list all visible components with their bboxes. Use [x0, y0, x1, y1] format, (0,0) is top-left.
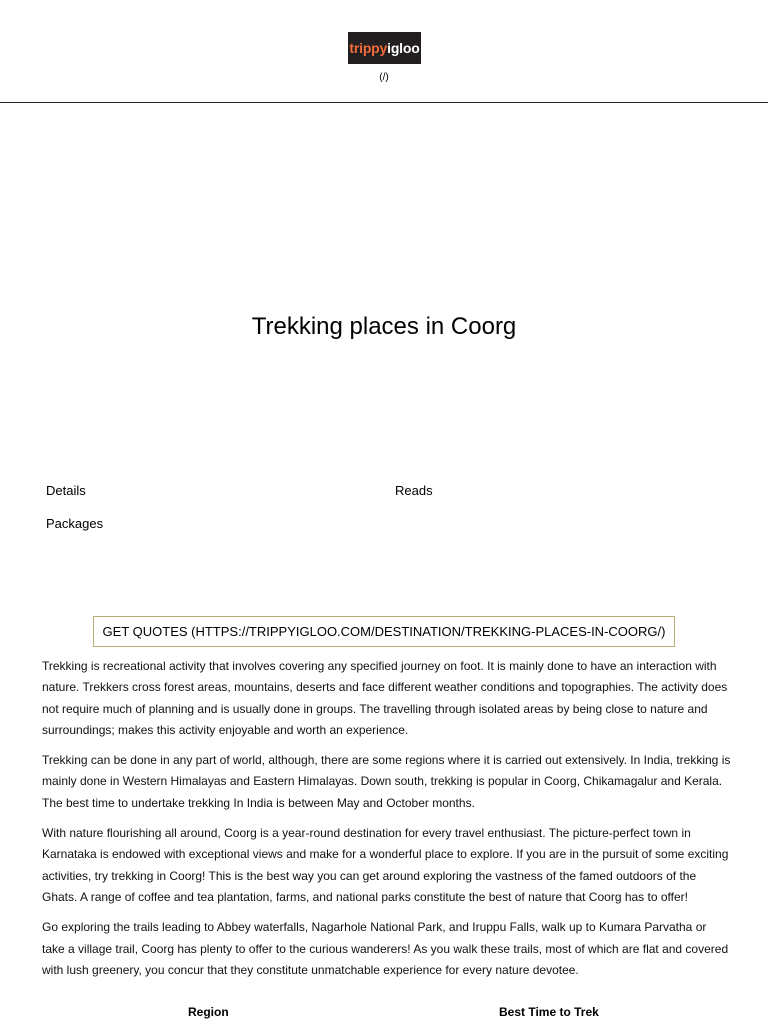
logo-text-igloo: igloo [387, 40, 420, 56]
trek-table-header [42, 1005, 732, 1023]
site-header [0, 0, 768, 103]
table-header-region: Region [188, 1005, 229, 1019]
paragraph-intro: Trekking is recreational activity that involves covering any specified journey on foot. It is mainly done to have an interaction with nature. Trekkers cross forest areas, mountains, deserts and face different weather conditions and topographies. The activity does not require much of planning and is usually done in groups. The travelling through isolated areas by being close to nature and surroundings; makes this activity enjoyable and worth an experience. [42, 659, 728, 737]
page-title: Trekking places in Coorg [251, 313, 517, 340]
get-quotes-button[interactable]: GET QUOTES (HTTPS://TRIPPYIGLOO.COM/DESTINATION/TREKKING-PLACES-IN-COORG/) [93, 616, 675, 647]
paragraph-trails: Go exploring the trails leading to Abbey waterfalls, Nagarhole National Park, and Iruppu Falls, walk up to Kumara Parvatha or take a village trail, Coorg has plenty to offer to the curious wanderers! As you walk these trails, most of which are flat and covered with lush greenery, you concur that they constitute unmatchable experience for every nature devotee. [42, 920, 729, 977]
paragraph-coorg: With nature flourishing all around, Coorg is a year-round destination for every travel enthusiast. The picture-perfect town in Karnataka is endowed with exceptional views and make for a wonderful place to explore. If you are in the pursuit of some exciting activities, try trekking in Coorg! This is the best way you can get around exploring the vastness of the famed outdoors of the Ghats. A range of coffee and tea plantation, farms, and national parks constitute the best of nature that Coorg has to offer! [42, 826, 729, 904]
logo-text-trippy: trippy [349, 40, 388, 56]
table-header-best-time: Best Time to Trek [499, 1005, 599, 1019]
tab-details[interactable]: Details [46, 483, 86, 498]
paragraph-regions: Trekking can be done in any part of world, although, there are some regions where it is carried out extensively. In India, trekking is mainly done in Western Himalayas and Eastern Himalayas. Down south, trekking is popular in Coorg, Chikamagalur and Kerala. The best time to undertake trekking In India is between May and October months. [42, 753, 731, 810]
site-logo[interactable] [348, 32, 421, 64]
article-content [42, 656, 732, 990]
tab-reads[interactable]: Reads [395, 483, 433, 498]
tab-packages[interactable]: Packages [46, 516, 104, 531]
home-link[interactable]: (/) [379, 72, 389, 83]
